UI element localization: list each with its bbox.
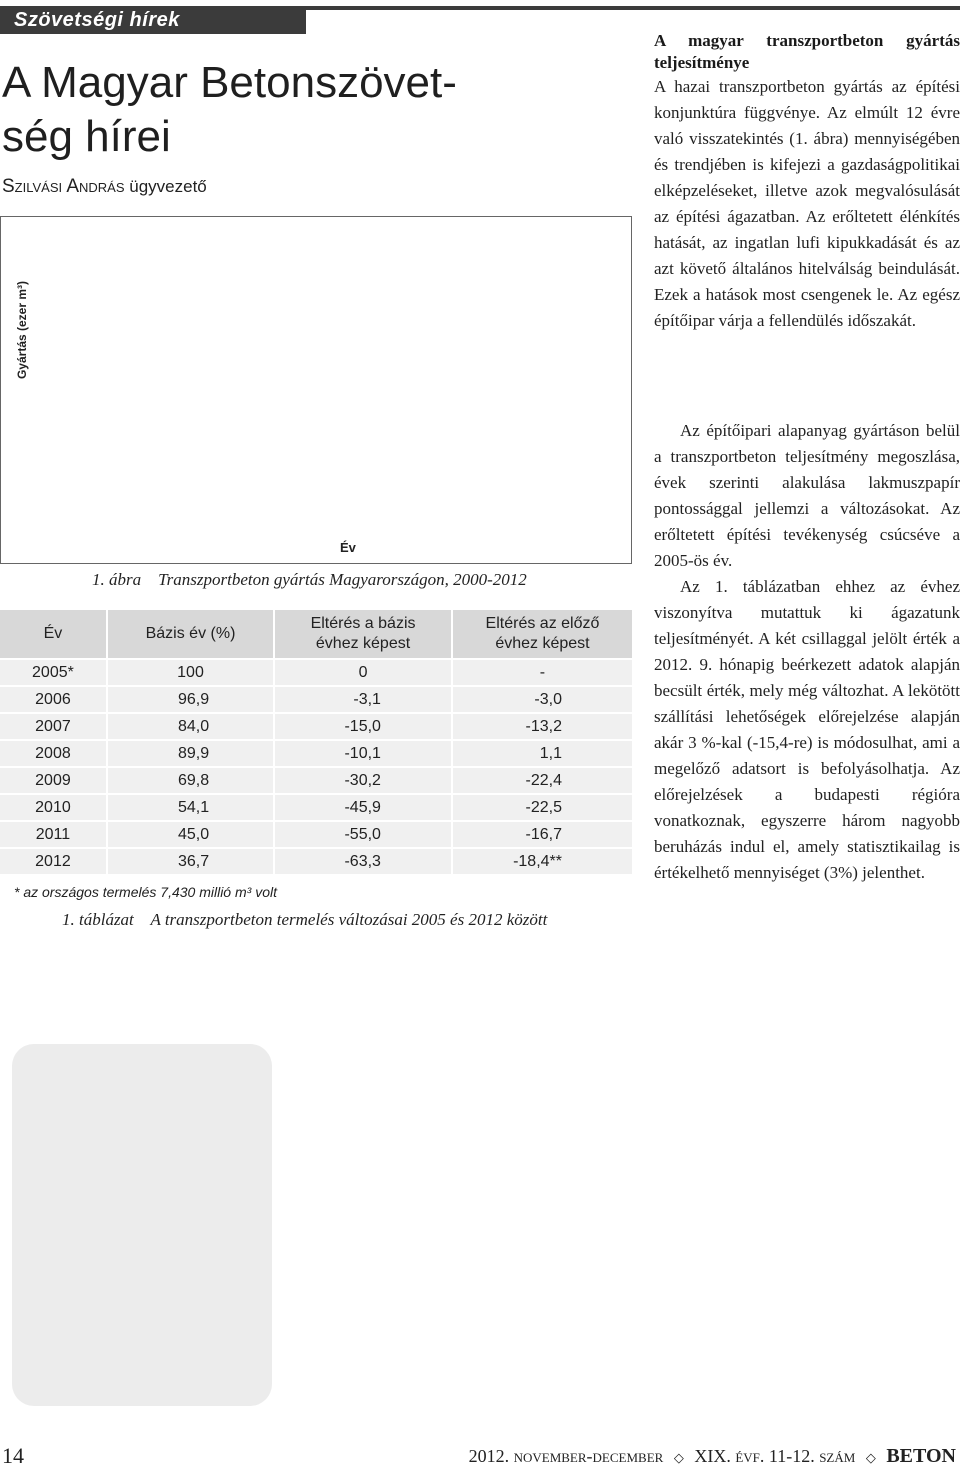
section-band: Szövetségi hírek (0, 6, 306, 34)
cell-base: 45,0 (106, 822, 273, 847)
cell-year: 2007 (0, 714, 106, 739)
table-row (0, 768, 632, 793)
table-row (0, 660, 632, 685)
footer-issue-date: 2012. november-december (468, 1446, 664, 1466)
figure-caption-text: Transzportbeton gyártás Magyarországon, 2000-2012 (158, 570, 527, 589)
cell-diff-prev: - (451, 660, 632, 685)
cell-diff-base: -3,1 (273, 687, 451, 712)
diamond-icon: ◇ (673, 1451, 684, 1466)
cell-diff-base: -30,2 (273, 768, 451, 793)
table-caption-text: A transzportbeton termelés változásai 2005 és 2012 között (150, 910, 548, 929)
title-line-1: A Magyar Betonszövet- (2, 58, 457, 107)
chart-x-axis-label: Év (340, 540, 356, 555)
cell-diff-prev: -13,2 (451, 714, 632, 739)
article-paragraph-2: Az építőipari alapanyag gyártáson belül a transzportbeton teljesítmény megoszlása, évek szerinti alakulása lakmuszpapír pontossággal jellemzi a változásokat. Az erőltetett építési tevékenység csúcséve a 2005-ös év. (654, 421, 960, 570)
diamond-icon: ◇ (865, 1451, 876, 1466)
table-header-row (0, 610, 632, 658)
cell-base: 69,8 (106, 768, 273, 793)
table-row (0, 687, 632, 712)
production-table (0, 608, 632, 876)
chart-y-axis-label: Gyártás (ezer m³) (15, 280, 29, 380)
cell-base: 54,1 (106, 795, 273, 820)
cell-year: 2008 (0, 741, 106, 766)
cell-base: 96,9 (106, 687, 273, 712)
cell-diff-prev: 1,1 (451, 741, 632, 766)
cell-base: 84,0 (106, 714, 273, 739)
cell-diff-prev: -22,5 (451, 795, 632, 820)
cell-year: 2006 (0, 687, 106, 712)
page-number: 14 (2, 1443, 24, 1468)
cell-base: 89,9 (106, 741, 273, 766)
header-rule (306, 6, 960, 10)
header-diff-prev (451, 610, 632, 658)
footer-volume: XIX. évf. 11-12. szám (694, 1446, 856, 1466)
cell-diff-base: -45,9 (273, 795, 451, 820)
table-row (0, 741, 632, 766)
author-line (2, 176, 207, 198)
cell-diff-prev: -3,0 (451, 687, 632, 712)
article-paragraph-3: Az 1. táblázatban ehhez az évhez viszonyítva mutattuk ki ágazatunk teljesítményét. A két csillaggal jelölt érték a 2012. 9. hónapig beérkezett adatok alapján becsült érték, mely még változhat. A lekötött szállítási lehetőségek előrejelzése alapján akár 3 %-kal (-15,4-re) is módosulhat, ami a megelőző adatsort is befolyásolhatja. Az előrejelzések a budapesti régióra vonatkoznak, egyszerre három nagyobb beruházás indul el, amely statisztikailag is értékelhető mennyiséget (3%) jelenthet. (654, 577, 960, 882)
table-row (0, 849, 632, 874)
cell-diff-base: -10,1 (273, 741, 451, 766)
cell-year: 2012 (0, 849, 106, 874)
cell-year: 2005* (0, 660, 106, 685)
title-line-2: ség hírei (2, 112, 171, 161)
cell-year: 2009 (0, 768, 106, 793)
figure-caption-number: 1. ábra (92, 570, 142, 589)
page-title (2, 56, 502, 164)
cell-diff-prev: -16,7 (451, 822, 632, 847)
header-diff-prev-line1: Eltérés az előző (485, 615, 600, 632)
footer-issue-info (469, 1445, 956, 1468)
cell-diff-prev: -22,4 (451, 768, 632, 793)
header-year: Év (0, 610, 106, 658)
header-diff-base (273, 610, 451, 658)
image-placeholder (12, 1044, 272, 1406)
table-caption (62, 910, 547, 930)
table-caption-number: 1. táblázat (62, 910, 134, 929)
article-column-top (654, 30, 960, 334)
cell-base: 100 (106, 660, 273, 685)
cell-year: 2011 (0, 822, 106, 847)
table-row (0, 795, 632, 820)
figure-caption (92, 570, 527, 590)
cell-diff-base: -63,3 (273, 849, 451, 874)
cell-diff-base: 0 (273, 660, 451, 685)
article-paragraph-1: A hazai transzportbeton gyártás az építési konjunktúra függvénye. Az elmúlt 12 évre való visszatekintés (1. ábra) mennyiségében és trendjében is kifejezi a gazdaságpolitikai elképzeléseket, illetve azok megvalósulását az építési ágazatban. Az erőltetett élénkítés hatását, az ingatlan lufi kipukkadását és az azt követő általános hitelválság beindulását. Ezek a hatások most csengenek le. Az egész építőipar várja a fellendülés időszakát. (654, 77, 960, 330)
article-column-bottom (654, 418, 960, 886)
table-row (0, 822, 632, 847)
header-diff-base-line1: Eltérés a bázis (310, 615, 416, 632)
cell-diff-prev: -18,4** (451, 849, 632, 874)
cell-diff-base: -55,0 (273, 822, 451, 847)
author-name: Szilvási András (2, 176, 125, 197)
footer-journal-name: BETON (886, 1445, 956, 1467)
cell-diff-base: -15,0 (273, 714, 451, 739)
header-diff-prev-line2: évhez képest (495, 635, 590, 652)
header-base: Bázis év (%) (106, 610, 273, 658)
cell-base: 36,7 (106, 849, 273, 874)
header-diff-base-line2: évhez képest (315, 635, 411, 652)
cell-year: 2010 (0, 795, 106, 820)
table-row (0, 714, 632, 739)
author-role: ügyvezető (129, 177, 207, 196)
article-heading: A magyar transzportbeton gyártás teljesítménye (654, 31, 960, 72)
chart-frame (0, 216, 632, 564)
table-footnote: * az országos termelés 7,430 millió m³ volt (14, 884, 277, 900)
